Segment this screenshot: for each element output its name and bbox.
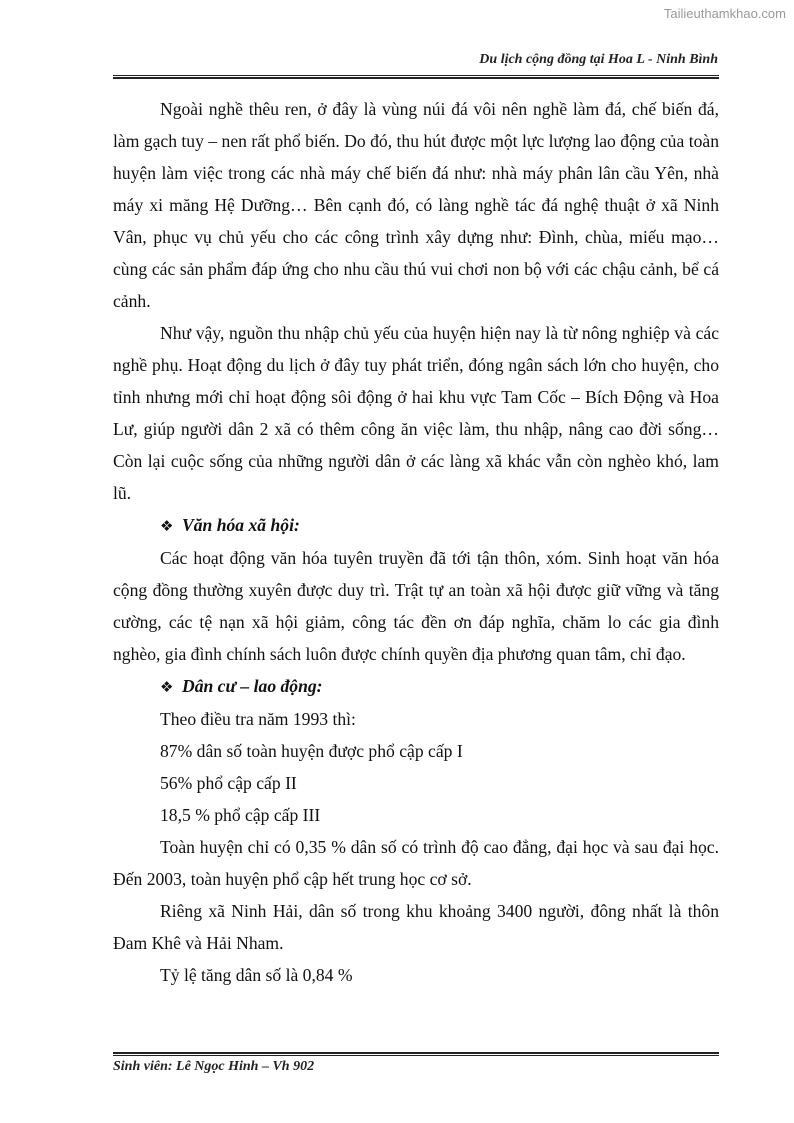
footer-rule [113, 1052, 719, 1056]
page-content [113, 93, 719, 991]
paragraph-higher-education: Toàn huyện chỉ có 0,35 % dân số có trình độ cao đẳng, đại học và sau đại học. Đến 2003, toàn huyện phổ cập hết trung học cơ sở. [113, 837, 719, 889]
section-heading-population-text: Dân cư – lao động: [182, 676, 323, 696]
diamond-bullet-icon: ❖ [160, 678, 174, 696]
stat-line-level2: 56% phổ cập cấp II [160, 773, 297, 793]
survey-line: Theo điều tra năm 1993 thì: [160, 709, 356, 729]
running-header: Du lịch cộng đồng tại Hoa L - Ninh Bình [479, 52, 718, 67]
stat-line-level1: 87% dân số toàn huyện được phổ cập cấp I [160, 741, 463, 761]
stat-line-level3: 18,5 % phổ cập cấp III [160, 805, 321, 825]
header-rule [113, 75, 719, 79]
diamond-bullet-icon: ❖ [160, 517, 174, 535]
section-heading-culture [113, 509, 719, 542]
growth-rate-line: Tỷ lệ tăng dân số là 0,84 % [160, 965, 353, 985]
section-heading-culture-text: Văn hóa xã hội: [182, 515, 300, 535]
paragraph-ninh-hai: Riêng xã Ninh Hải, dân số trong khu khoảng 3400 người, đông nhất là thôn Đam Khê và Hải Nham. [113, 901, 719, 953]
paragraph-culture: Các hoạt động văn hóa tuyên truyền đã tới tận thôn, xóm. Sinh hoạt văn hóa cộng đồng thường xuyên được duy trì. Trật tự an toàn xã hội được giữ vững và tăng cường, các tệ nạn xã hội giảm, công tác đền ơn đáp nghĩa, chăm lo các gia đình nghèo, gia đình chính sách luôn được chính quyền địa phương quan tâm, chỉ đạo. [113, 548, 719, 664]
section-heading-population [113, 670, 719, 703]
paragraph-income: Như vậy, nguồn thu nhập chủ yếu của huyện hiện nay là từ nông nghiệp và các nghề phụ. Hoạt động du lịch ở đây tuy phát triển, đóng ngân sách lớn cho huyện, cho tỉnh nhưng mới chỉ hoạt động sôi động ở hai khu vực Tam Cốc – Bích Động và Hoa Lư, giúp người dân 2 xã có thêm công ăn việc làm, thu nhập, nâng cao đời sống… Còn lại cuộc sống của những người dân ở các làng xã khác vẫn còn nghèo khó, lam lũ. [113, 323, 719, 503]
footer-author: Sinh viên: Lê Ngọc Hinh – Vh 902 [113, 1059, 315, 1074]
watermark: Tailieuthamkhao.com [663, 6, 786, 21]
paragraph-crafts: Ngoài nghề thêu ren, ở đây là vùng núi đá vôi nên nghề làm đá, chế biến đá, làm gạch tuy – nen rất phổ biến. Do đó, thu hút được một lực lượng lao động của toàn huyện làm việc trong các nhà máy chế biến đá như: nhà máy phân lân cầu Yên, nhà máy xi măng Hệ Dưỡng… Bên cạnh đó, có làng nghề tác đá nghệ thuật ở xã Ninh Vân, phục vụ chủ yếu cho các công trình xây dựng như: Đình, chùa, miếu mạo… cùng các sản phẩm đáp ứng cho nhu cầu thú vui chơi non bộ với các chậu cảnh, bể cá cảnh. [113, 99, 719, 311]
